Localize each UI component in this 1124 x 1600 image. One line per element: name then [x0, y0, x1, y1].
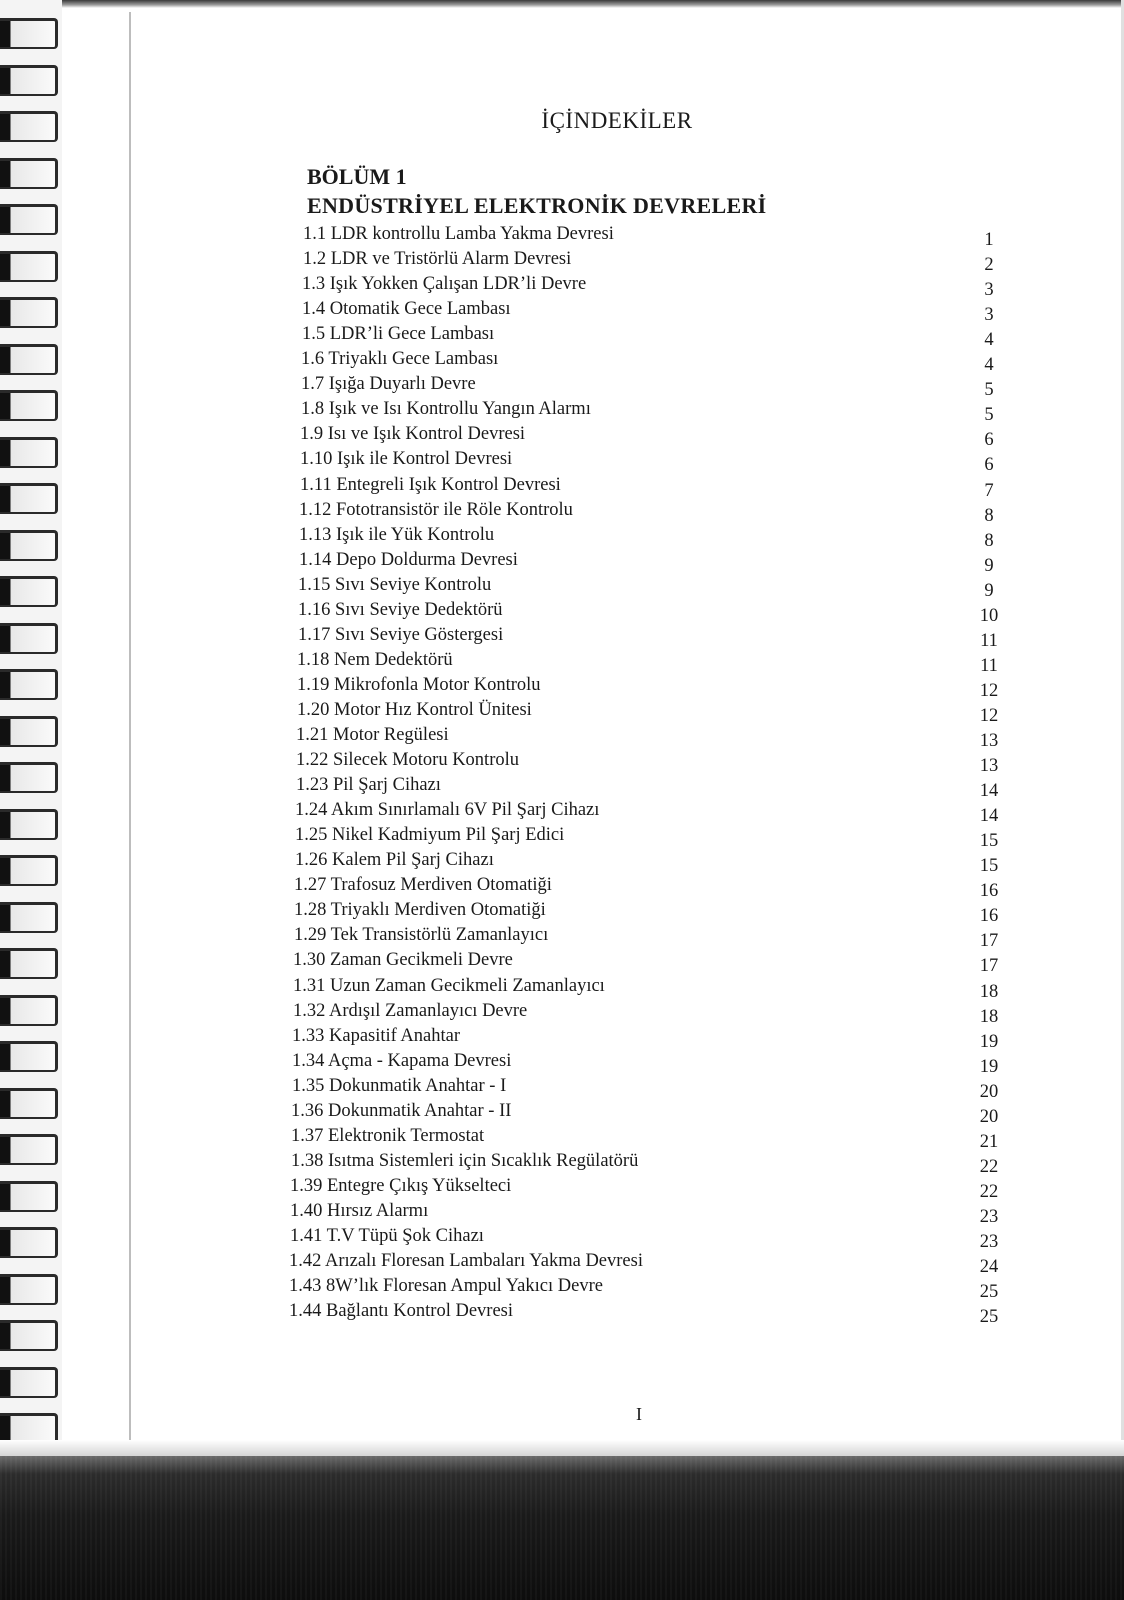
toc-entry-label: 1.26 Kalem Pil Şarj Cihazı: [295, 850, 494, 871]
toc-entry: [0, 1074, 1124, 1102]
toc-entry-page: 13: [979, 731, 999, 751]
toc-entry-page: 7: [984, 480, 994, 501]
toc-entry-page: 1: [984, 230, 994, 250]
toc-entry: [0, 1224, 1124, 1252]
toc-entry-page: 22: [979, 1156, 999, 1177]
toc-entry-page: 14: [979, 806, 999, 827]
toc-entry-label: 1.12 Fototransistör ile Röle Kontrolu: [299, 499, 573, 520]
toc-entry-page: 12: [979, 680, 999, 701]
toc-entry-page: 11: [980, 630, 998, 651]
toc-entry: [0, 1199, 1124, 1227]
toc-entry: [0, 823, 1124, 852]
toc-entry-page: 14: [979, 781, 999, 802]
toc-entry: [0, 473, 1124, 501]
toc-entry-label: 1.8 Işık ve Isı Kontrollu Yangın Alarmı: [301, 399, 591, 420]
toc-entry: [0, 748, 1124, 777]
toc-entry-label: 1.31 Uzun Zaman Gecikmeli Zamanlayıcı: [293, 975, 605, 996]
toc-entry-page: 23: [979, 1206, 999, 1227]
toc-entry: [0, 798, 1124, 827]
toc-entry-label: 1.7 Işığa Duyarlı Devre: [301, 374, 476, 395]
toc-entry-page: 8: [984, 505, 994, 526]
toc-entry: [0, 548, 1124, 576]
toc-entry-page: 22: [979, 1181, 999, 1202]
toc-entry-page: 15: [979, 856, 999, 877]
toc-entry: [0, 1174, 1124, 1202]
toc-entry-label: 1.34 Açma - Kapama Devresi: [292, 1050, 512, 1071]
toc-entry: [0, 698, 1124, 726]
toc-entry-page: 5: [984, 405, 994, 426]
toc-entry: [0, 623, 1124, 651]
toc-entry: [0, 247, 1124, 276]
toc-entry-page: 25: [979, 1282, 999, 1303]
chapter-number: BÖLÜM 1: [307, 164, 407, 189]
toc-entry-page: 17: [979, 931, 999, 952]
toc-entry-label: 1.38 Isıtma Sistemleri için Sıcaklık Regülatörü: [291, 1150, 639, 1171]
toc-entry: [0, 272, 1124, 301]
toc-entry: [0, 397, 1124, 426]
toc-entry-label: 1.1 LDR kontrollu Lamba Yakma Devresi: [303, 224, 614, 244]
toc-entry-label: 1.4 Otomatik Gece Lambası: [302, 299, 511, 320]
toc-entry-page: 8: [984, 530, 994, 551]
toc-entry-label: 1.27 Trafosuz Merdiven Otomatiği: [294, 875, 552, 896]
toc-entry: [0, 322, 1124, 351]
toc-entry-page: 4: [984, 330, 994, 351]
toc-entry-label: 1.3 Işık Yokken Çalışan LDR’li Devre: [302, 274, 587, 295]
toc-entry: [0, 1149, 1124, 1177]
chapter-title: ENDÜSTRİYEL ELEKTRONİK DEVRELERİ: [307, 193, 767, 218]
toc-entry: [0, 297, 1124, 326]
toc-entry-page: 9: [984, 555, 994, 576]
toc-entry-page: 6: [984, 430, 994, 451]
toc-entry-page: 19: [979, 1031, 999, 1052]
toc-entry-label: 1.2 LDR ve Tristörlü Alarm Devresi: [303, 249, 572, 270]
toc-entry: [0, 598, 1124, 626]
toc-entry-label: 1.40 Hırsız Alarmı: [290, 1200, 429, 1221]
toc-entry: [0, 1274, 1124, 1303]
page-folio: I: [636, 1404, 642, 1424]
toc-entry: [0, 447, 1124, 476]
toc-entry-label: 1.28 Triyaklı Merdiven Otomatiği: [294, 900, 546, 921]
toc-entry-label: 1.41 T.V Tüpü Şok Cihazı: [290, 1226, 484, 1246]
toc-entry-page: 15: [979, 831, 999, 852]
toc-entry-page: 23: [979, 1232, 999, 1252]
toc-entry-page: 18: [979, 981, 999, 1002]
toc-entry: [0, 347, 1124, 376]
binding-coil: [0, 158, 58, 189]
toc-entry-page: 18: [979, 1006, 999, 1027]
toc-entry-label: 1.33 Kapasitif Anahtar: [292, 1025, 460, 1046]
toc-entry: [0, 848, 1124, 877]
toc-entry-label: 1.20 Motor Hız Kontrol Ünitesi: [297, 699, 532, 720]
toc-entry: [0, 372, 1124, 401]
toc-entry: [0, 1299, 1124, 1328]
toc-entry-label: 1.23 Pil Şarj Cihazı: [296, 775, 441, 796]
toc-entry: [0, 1049, 1124, 1077]
toc-entry: [0, 422, 1124, 451]
toc-entry: [0, 999, 1124, 1027]
toc-entry: [0, 948, 1124, 977]
toc-entry: [0, 723, 1124, 751]
toc-entry-page: 9: [984, 580, 994, 601]
toc-entry-page: 20: [979, 1106, 999, 1127]
toc-entry-label: 1.22 Silecek Motoru Kontrolu: [296, 750, 520, 771]
toc-entry-label: 1.21 Motor Regülesi: [296, 725, 449, 745]
toc-entry: [0, 923, 1124, 952]
page-title: İÇİNDEKİLER: [541, 108, 693, 133]
toc-entry-label: 1.5 LDR’li Gece Lambası: [302, 324, 495, 345]
toc-entry-page: 21: [979, 1131, 999, 1152]
toc-entry: [0, 498, 1124, 526]
toc-entry: [0, 1099, 1124, 1127]
toc-entry-page: 3: [984, 280, 994, 301]
toc-entry-label: 1.30 Zaman Gecikmeli Devre: [293, 950, 513, 971]
toc-entry: [0, 673, 1124, 701]
toc-entry-label: 1.39 Entegre Çıkış Yükselteci: [290, 1175, 512, 1196]
toc-entry-label: 1.32 Ardışıl Zamanlayıcı Devre: [293, 1000, 528, 1021]
toc-entry-page: 13: [979, 756, 999, 777]
toc-entry-label: 1.35 Dokunmatik Anahtar - I: [292, 1075, 507, 1096]
toc-entry-page: 16: [979, 881, 999, 902]
toc-entry-label: 1.25 Nikel Kadmiyum Pil Şarj Edici: [295, 825, 565, 846]
toc-entry-page: 17: [979, 956, 999, 977]
toc-entry-page: 6: [984, 455, 994, 476]
toc-entry-page: 3: [984, 305, 994, 326]
toc-entry-page: 2: [984, 255, 994, 276]
toc-entry: [0, 873, 1124, 902]
binding-coil: [0, 18, 58, 49]
toc-entry-label: 1.16 Sıvı Seviye Dedektörü: [298, 599, 503, 620]
toc-entry-label: 1.17 Sıvı Seviye Göstergesi: [298, 624, 504, 645]
toc-entry-label: 1.37 Elektronik Termostat: [291, 1125, 485, 1146]
toc-entry-label: 1.9 Isı ve Işık Kontrol Devresi: [300, 424, 526, 445]
binding-coil: [0, 1320, 58, 1351]
toc-entry-page: 11: [980, 655, 998, 676]
toc-entry-label: 1.43 8W’lık Floresan Ampul Yakıcı Devre: [289, 1276, 603, 1297]
toc-entry-label: 1.19 Mikrofonla Motor Kontrolu: [297, 674, 541, 695]
toc-entry-page: 20: [979, 1081, 999, 1102]
toc-entry: [0, 1124, 1124, 1152]
binding-coil: [0, 65, 58, 96]
toc-entry-label: 1.14 Depo Doldurma Devresi: [299, 549, 518, 570]
toc-entry: [0, 898, 1124, 927]
toc-entry-label: 1.11 Entegreli Işık Kontrol Devresi: [300, 474, 561, 495]
scan-dark-margin: [0, 1456, 1124, 1600]
toc-entry-page: 19: [979, 1056, 999, 1077]
toc-entry: [0, 573, 1124, 601]
toc-entry-label: 1.44 Bağlantı Kontrol Devresi: [289, 1301, 514, 1322]
toc-entry-page: 4: [984, 355, 994, 376]
toc-entry-page: 10: [979, 605, 999, 626]
toc-entry: [0, 648, 1124, 676]
toc-entry-label: 1.42 Arızalı Floresan Lambaları Yakma Devresi: [289, 1251, 643, 1272]
toc-entry-label: 1.13 Işık ile Yük Kontrolu: [299, 524, 495, 545]
toc-entry-page: 25: [979, 1307, 999, 1328]
toc-entry: [0, 1024, 1124, 1052]
toc-entry-page: 16: [979, 906, 999, 927]
toc-entry-label: 1.29 Tek Transistörlü Zamanlayıcı: [294, 925, 549, 946]
toc-entry: [0, 523, 1124, 551]
toc-entry-label: 1.6 Triyaklı Gece Lambası: [301, 349, 499, 370]
toc-entry-label: 1.18 Nem Dedektörü: [297, 649, 453, 670]
toc-entry-page: 5: [984, 380, 994, 401]
toc-entry: [0, 974, 1124, 1002]
toc-entry-page: 24: [979, 1257, 999, 1278]
toc-entry-label: 1.10 Işık ile Kontrol Devresi: [300, 449, 513, 470]
binding-coil: [0, 1367, 58, 1398]
toc-entry-label: 1.36 Dokunmatik Anahtar - II: [291, 1100, 512, 1121]
toc-entry-label: 1.24 Akım Sınırlamalı 6V Pil Şarj Cihazı: [295, 800, 600, 821]
scan-top-edge: [0, 0, 1124, 8]
toc-entry: [0, 773, 1124, 802]
toc-entry-label: 1.15 Sıvı Seviye Kontrolu: [298, 574, 492, 595]
toc-entry: [0, 1249, 1124, 1278]
toc-entry-page: 12: [979, 705, 999, 726]
toc-entry: [0, 222, 1124, 250]
